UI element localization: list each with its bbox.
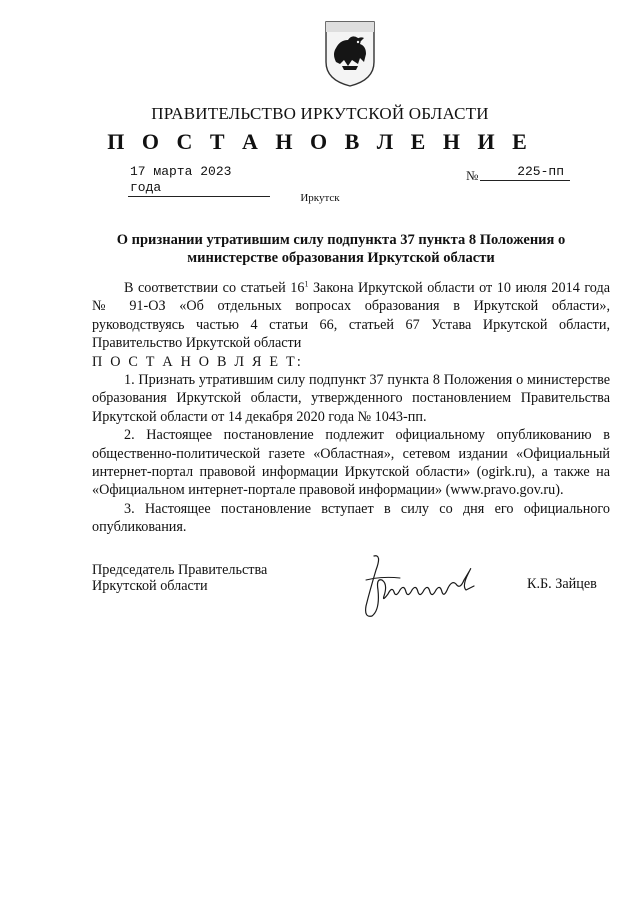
handwritten-signature — [352, 550, 482, 624]
decree-word: П О С Т А Н О В Л Я Е Т: — [92, 353, 303, 370]
preamble-text-start: В соответствии со статьей 16 — [124, 280, 305, 296]
document-number: 225-пп — [480, 164, 570, 181]
city-name: Иркутск — [300, 192, 340, 204]
government-name: ПРАВИТЕЛЬСТВО ИРКУТСКОЙ ОБЛАСТИ — [151, 104, 489, 123]
preamble-paragraph — [92, 279, 610, 353]
document-title: О признании утратившим силу подпункта 37 пункта 8 Положения о министерстве образования Иркутской области — [116, 232, 566, 266]
preamble-text-end: Закона Иркутской области от 10 июля 2014 года № 91-ОЗ «Об отдельных вопросах образования в Иркутской области», руководствуясь частью 4 статьи 66, статьей 67 Устава Иркутской области, Правительство Иркутской области — [92, 280, 610, 352]
item-2-paragraph: 2. Настоящее постановление подлежит официальному опубликованию в общественно-политической газете «Областная», сетевом издании «Официальный интернет-портал правовой информации Иркутской области» (ogirk.ru), а также на «Официальном интернет-портале правовой информации» (www.pravo.gov.ru). — [92, 427, 610, 499]
document-type-heading: П О С Т А Н О В Л Е Н И Е — [107, 129, 533, 154]
number-sign: № — [466, 168, 479, 183]
item-3-paragraph: 3. Настоящее постановление вступает в силу со дня его официального опубликования. — [92, 500, 610, 536]
coat-of-arms-emblem — [322, 18, 378, 88]
document-date: 17 марта 2023 года — [128, 164, 270, 197]
signer-position-line-2: Иркутской области — [92, 578, 208, 594]
signer-position-line-1: Председатель Правительства — [92, 562, 268, 578]
preamble-superscript: 1 — [304, 279, 309, 289]
signer-position — [92, 562, 267, 594]
document-body — [92, 279, 610, 537]
signer-name: К.Б. Зайцев — [527, 576, 597, 592]
item-1-paragraph: 1. Признать утратившим силу подпункт 37 пункта 8 Положения о министерстве образования Иркутской области, утвержденного постановлением Правительства Иркутской области от 14 декабря 2020 года № 1043-пп. — [92, 372, 610, 425]
